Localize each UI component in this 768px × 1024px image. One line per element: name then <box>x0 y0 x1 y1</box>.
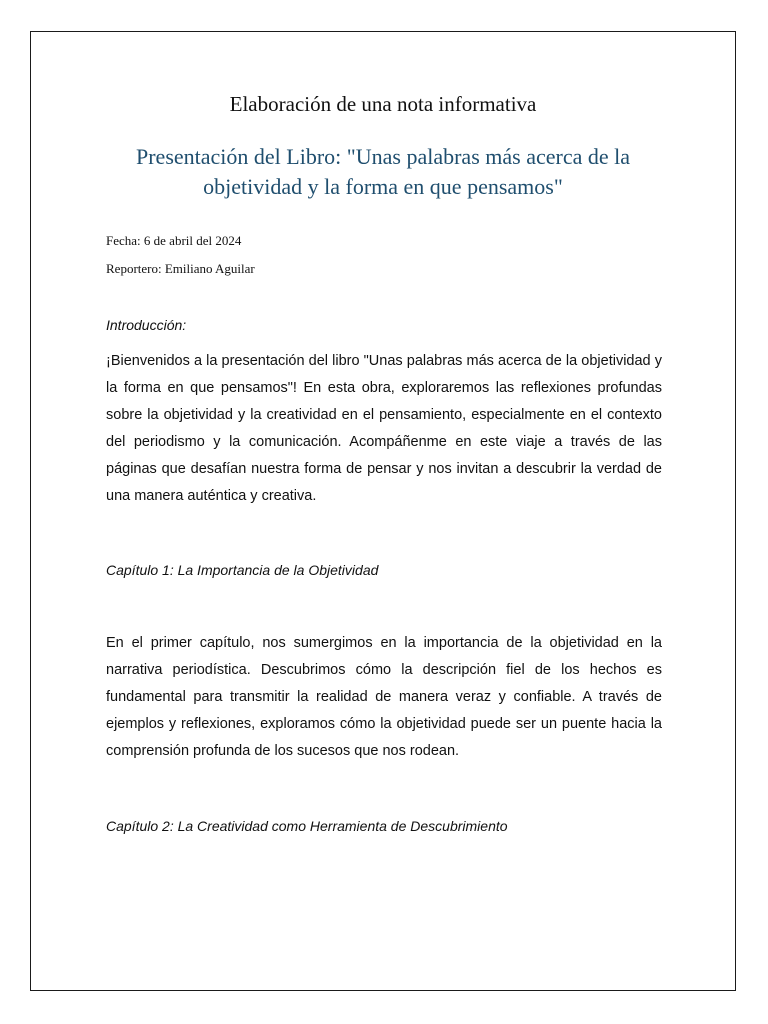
reporter-line: Reportero: Emiliano Aguilar <box>106 261 255 276</box>
document-subtitle: Presentación del Libro: "Unas palabras más acerca de la objetividad y la forma en que pensamos" <box>136 144 630 199</box>
chapter1-paragraph: En el primer capítulo, nos sumergimos en la importancia de la objetividad en la narrativa periodística. Descubrimos cómo la descripción fiel de los hechos es fundamental para transmitir la realidad de manera veraz y confiable. A través de ejemplos y reflexiones, exploramos cómo la objetividad puede ser un puente hacia la comprensión profunda de los sucesos que nos rodean. <box>106 635 662 759</box>
intro-heading: Introducción: <box>106 317 187 333</box>
document-title: Elaboración de una nota informativa <box>229 92 537 116</box>
chapter1-heading: Capítulo 1: La Importancia de la Objetividad <box>106 562 379 578</box>
intro-paragraph: ¡Bienvenidos a la presentación del libro "Unas palabras más acerca de la objetividad y la forma en que pensamos"! En esta obra, exploraremos las reflexiones profundas sobre la objetividad y la creatividad en el pensamiento, especialmente en el contexto del periodismo y la comunicación. Acompáñenme en este viaje a través de las páginas que desafían nuestra forma de pensar y nos invitan a descubrir la verdad de una manera auténtica y creativa. <box>106 353 662 504</box>
date-line: Fecha: 6 de abril del 2024 <box>106 233 242 248</box>
document-page <box>30 31 736 991</box>
chapter2-heading: Capítulo 2: La Creatividad como Herramienta de Descubrimiento <box>106 818 508 834</box>
